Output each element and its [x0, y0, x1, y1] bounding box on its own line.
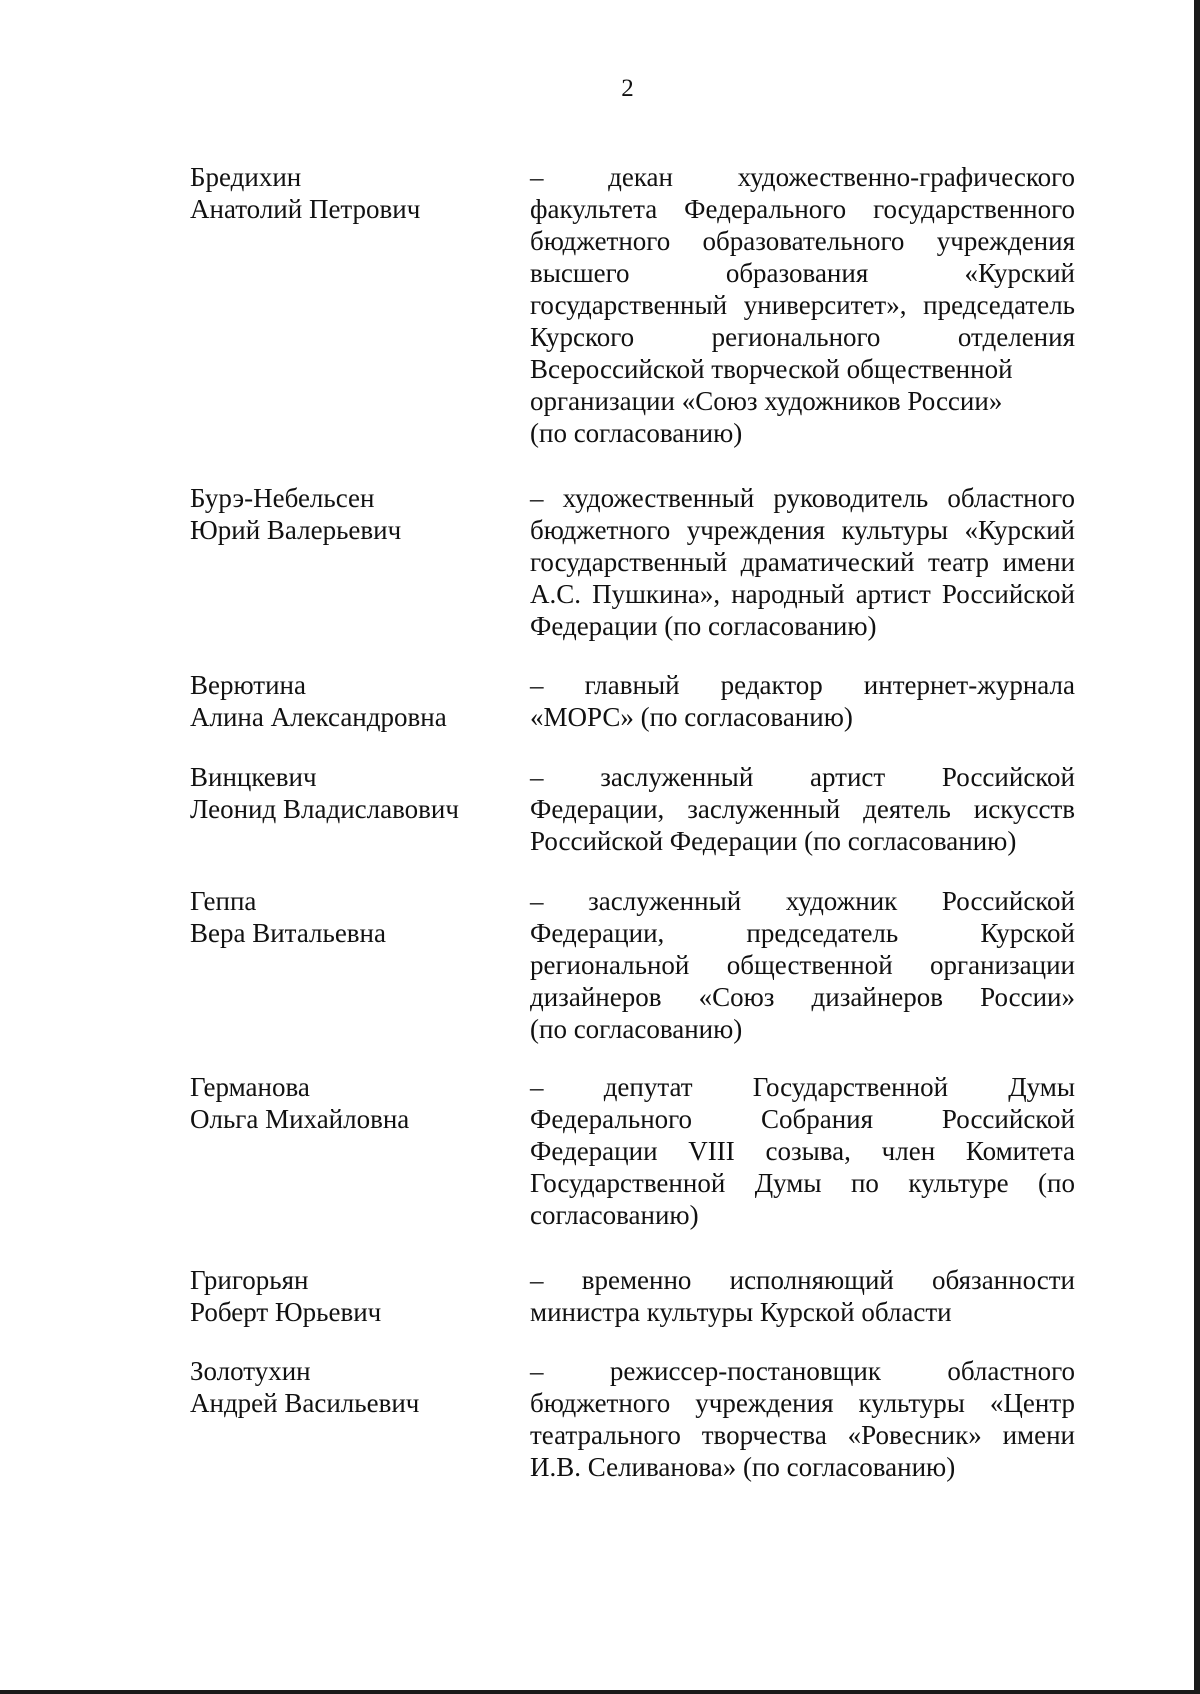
member-given-name: Андрей Васильевич: [190, 1388, 420, 1418]
description-line: – главный редактор интернет-журнала: [530, 670, 1075, 700]
member-given-name: Роберт Юрьевич: [190, 1297, 382, 1327]
description-line: – режиссер-постановщик областного: [530, 1356, 1075, 1386]
member-description: [530, 161, 1075, 449]
description-line: Курского регионального отделения: [530, 322, 1075, 352]
member-description: [530, 1071, 1075, 1231]
description-line: (по согласованию): [530, 1014, 743, 1044]
description-line: бюджетного учреждения культуры «Курский: [530, 515, 1075, 545]
member-surname: Золотухин: [190, 1356, 311, 1386]
description-line: государственный университет», председатель: [530, 290, 1075, 320]
member-name: [190, 761, 510, 825]
description-line: – заслуженный художник Российской: [530, 886, 1075, 916]
description-line: театрального творчества «Ровесник» имени: [530, 1420, 1075, 1450]
member-name: [190, 1264, 510, 1328]
member-given-name: Юрий Валерьевич: [190, 515, 402, 545]
page-edge-bottom: [0, 1690, 1200, 1694]
page-edge-right: [1194, 0, 1200, 1694]
description-line: Федерации VIII созыва, член Комитета: [530, 1136, 1075, 1166]
member-description: [530, 885, 1075, 1045]
description-line: «МОРС» (по согласованию): [530, 702, 853, 732]
description-line: (по согласованию): [530, 418, 743, 448]
description-line: государственный драматический театр имени: [530, 547, 1075, 577]
description-line: – декан художественно-графического: [530, 162, 1075, 192]
description-line: Всероссийской творческой общественной: [530, 354, 1013, 384]
member-description: [530, 761, 1075, 857]
description-line: Федерации (по согласованию): [530, 611, 877, 641]
description-line: Федерального Собрания Российской: [530, 1104, 1075, 1134]
description-line: факультета Федерального государственного: [530, 194, 1075, 224]
description-line: Российской Федерации (по согласованию): [530, 826, 1017, 856]
description-line: согласованию): [530, 1200, 699, 1230]
description-line: Государственной Думы по культуре (по: [530, 1168, 1075, 1198]
description-line: И.В. Селиванова» (по согласованию): [530, 1452, 956, 1482]
description-line: – художественный руководитель областного: [530, 483, 1075, 513]
member-name: [190, 885, 510, 949]
description-line: А.С. Пушкина», народный артист Российской: [530, 579, 1075, 609]
member-name: [190, 669, 510, 733]
member-description: [530, 1264, 1075, 1328]
description-line: региональной общественной организации: [530, 950, 1075, 980]
member-description: [530, 482, 1075, 642]
description-line: дизайнеров «Союз дизайнеров России»: [530, 982, 1075, 1012]
member-surname: Геппа: [190, 886, 257, 916]
member-given-name: Вера Витальевна: [190, 918, 386, 948]
member-surname: Германова: [190, 1072, 310, 1102]
member-name: [190, 482, 510, 546]
description-line: бюджетного учреждения культуры «Центр: [530, 1388, 1075, 1418]
description-line: высшего образования «Курский: [530, 258, 1075, 288]
description-line: – депутат Государственной Думы: [530, 1072, 1075, 1102]
member-surname: Верютина: [190, 670, 306, 700]
description-line: – временно исполняющий обязанности: [530, 1265, 1075, 1295]
description-line: министра культуры Курской области: [530, 1297, 952, 1327]
member-given-name: Алина Александровна: [190, 702, 447, 732]
description-line: Федерации, заслуженный деятель искусств: [530, 794, 1075, 824]
member-name: [190, 161, 510, 225]
description-line: бюджетного образовательного учреждения: [530, 226, 1075, 256]
member-description: [530, 1355, 1075, 1483]
member-name: [190, 1071, 510, 1135]
description-line: Федерации, председатель Курской: [530, 918, 1075, 948]
member-name: [190, 1355, 510, 1419]
description-line: – заслуженный артист Российской: [530, 762, 1075, 792]
member-given-name: Ольга Михайловна: [190, 1104, 410, 1134]
member-surname: Бредихин: [190, 162, 302, 192]
member-surname: Григорьян: [190, 1265, 309, 1295]
member-surname: Бурэ-Небельсен: [190, 483, 375, 513]
member-surname: Винцкевич: [190, 762, 317, 792]
member-given-name: Леонид Владиславович: [190, 794, 459, 824]
page-number: 2: [621, 75, 634, 102]
description-line: организации «Союз художников России»: [530, 386, 1003, 416]
member-given-name: Анатолий Петрович: [190, 194, 421, 224]
member-description: [530, 669, 1075, 733]
